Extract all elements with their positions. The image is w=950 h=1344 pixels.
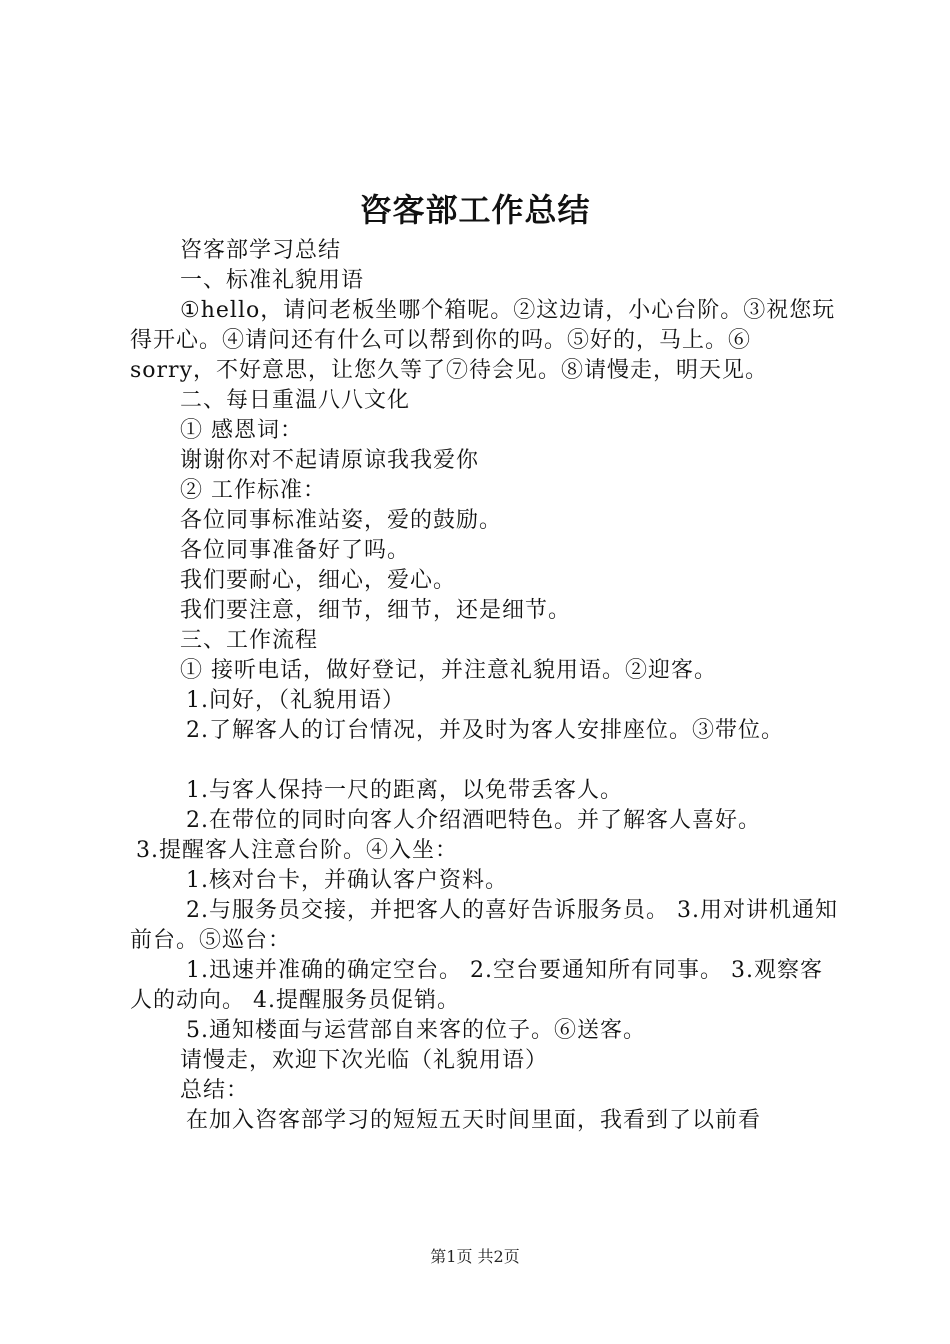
paragraph: 各位同事标准站姿，爱的鼓励。 <box>180 508 503 533</box>
section-heading: 二、每日重温八八文化 <box>180 388 411 413</box>
document-title: 咨客部工作总结 <box>359 191 591 229</box>
paragraph: 3.提醒客人注意台阶。④入坐： <box>136 838 458 863</box>
paragraph: ①hello，请问老板坐哪个箱呢。②这边请，小心台阶。③祝您玩得开心。④请问还有什么可以帮到你的吗。⑤好的，马上。⑥ sorry，不好意思，让您久等了⑦待会见。⑧请慢走，明天见。 <box>130 298 836 383</box>
paragraph: 总结： <box>180 1078 250 1103</box>
paragraph: 2.在带位的同时向客人介绍酒吧特色。并了解客人喜好。 <box>186 808 761 833</box>
paragraph: 谢谢你对不起请原谅我我爱你 <box>180 448 480 473</box>
paragraph: 请慢走，欢迎下次光临（礼貌用语） <box>180 1048 549 1073</box>
paragraph: 5.通知楼面与运营部自来客的位子。⑥送客。 <box>186 1018 646 1043</box>
paragraph: 2.与服务员交接，并把客人的喜好告诉服务员。 3.用对讲机通知前台。⑤巡台： <box>130 898 838 953</box>
paragraph: 2.了解客人的订台情况，并及时为客人安排座位。③带位。 <box>186 718 784 743</box>
paragraph: 1.核对台卡，并确认客户资料。 <box>186 868 508 893</box>
paragraph: 在加入咨客部学习的短短五天时间里面，我看到了以前看 <box>186 1108 762 1133</box>
paragraph: ① 接听电话，做好登记，并注意礼貌用语。②迎客。 <box>180 658 717 683</box>
paragraph: 我们要耐心，细心，爱心。 <box>180 568 457 593</box>
paragraph: ② 工作标准： <box>180 478 326 503</box>
section-heading: 一、标准礼貌用语 <box>180 268 365 293</box>
paragraph: ① 感恩词： <box>180 418 303 443</box>
paragraph: 各位同事准备好了吗。 <box>180 538 411 563</box>
paragraph: 1.迅速并准确的确定空台。 2.空台要通知所有同事。 3.观察客人的动向。 4.提醒服务员促销。 <box>130 958 823 1013</box>
paragraph: 咨客部学习总结 <box>180 238 342 263</box>
paragraph: 我们要注意，细节，细节，还是细节。 <box>180 598 572 623</box>
section-heading: 三、工作流程 <box>180 628 319 653</box>
document-body <box>130 236 840 1136</box>
page-footer: 第1页 共2页 <box>430 1247 520 1266</box>
paragraph: 1.与客人保持一尺的距离，以免带丢客人。 <box>186 778 623 803</box>
paragraph: 1.问好，（礼貌用语） <box>186 688 405 713</box>
blank-line <box>130 746 840 776</box>
